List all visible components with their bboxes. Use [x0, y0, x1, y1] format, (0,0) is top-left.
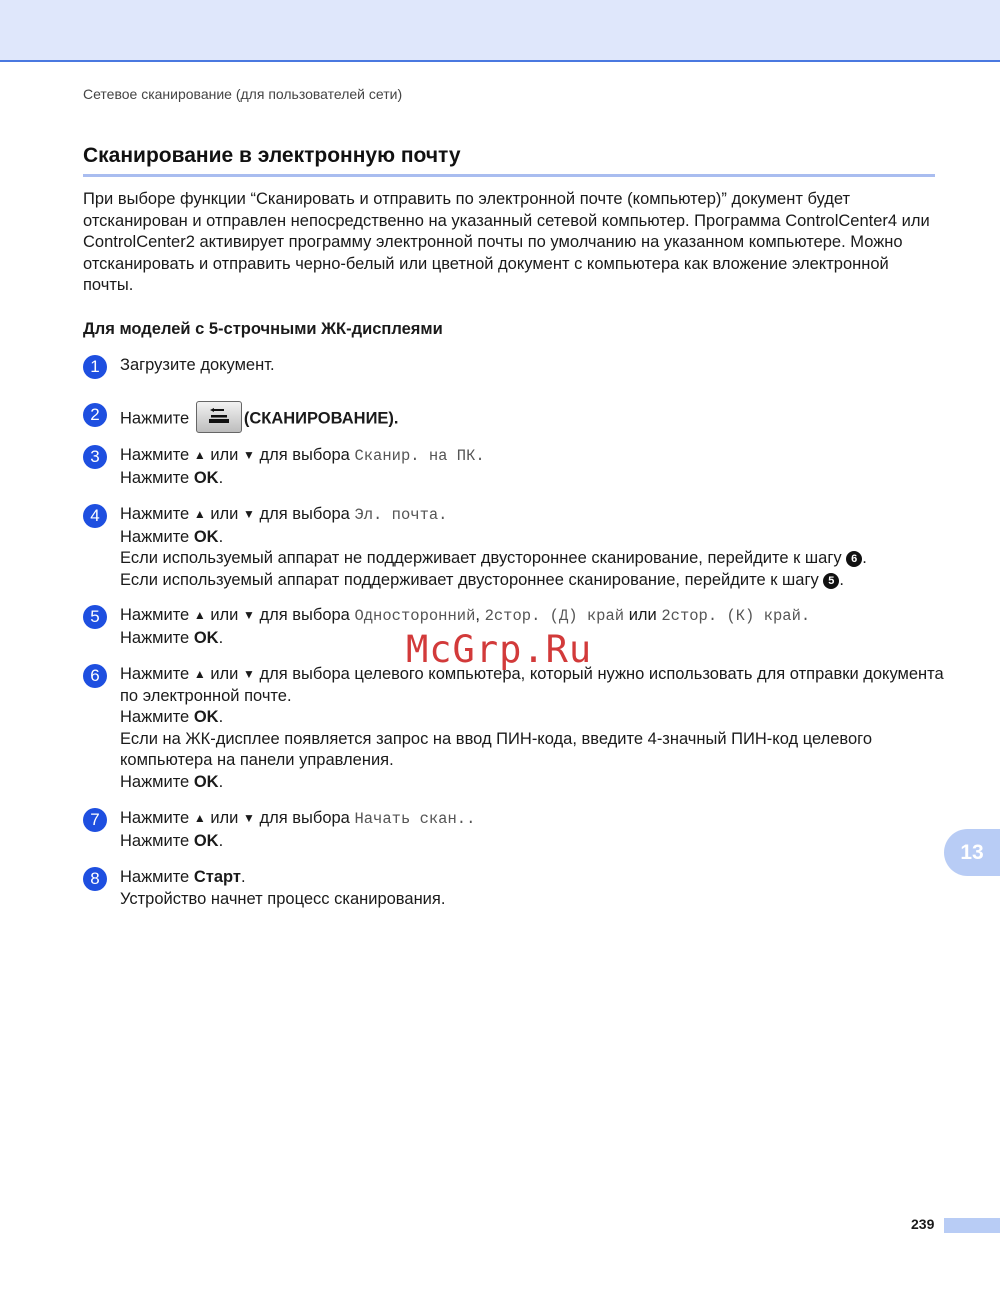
lcd-option: Эл. почта.: [354, 506, 448, 524]
step-ref-badge: 6: [846, 551, 862, 567]
step-2: [83, 403, 953, 435]
or-text: или: [628, 606, 657, 624]
step-text: для выбора целевого компьютера, который нужно использовать для отправки документа по электронной почте.: [120, 665, 944, 705]
step-7: [83, 808, 953, 852]
or-text: или: [210, 446, 239, 464]
step-number: 8: [83, 867, 107, 891]
or-text: или: [210, 665, 239, 683]
step-number: 1: [83, 355, 107, 379]
lcd-option: 2стор. (Д) край: [484, 607, 625, 625]
note-text: Если используемый аппарат поддерживает двустороннее сканирование, перейдите к шагу: [120, 570, 819, 589]
ok-key: OK: [193, 831, 219, 850]
period: .: [218, 468, 224, 487]
period: .: [218, 831, 224, 850]
lcd-option: 2стор. (К) край.: [661, 607, 811, 625]
period: .: [218, 772, 224, 791]
press-text: Нажмите: [120, 831, 190, 850]
press-text: Нажмите: [120, 708, 190, 726]
step-3: [83, 445, 953, 489]
period: .: [218, 628, 224, 647]
press-text: Нажмите: [120, 809, 190, 827]
note-text: Если используемый аппарат не поддерживает двустороннее сканирование, перейдите к шагу: [120, 549, 842, 567]
step-number: 2: [83, 403, 107, 427]
up-arrow-icon: ▲: [193, 667, 206, 681]
or-text: или: [210, 606, 239, 624]
press-text: Нажмите: [120, 606, 190, 624]
subheading: Для моделей с 5-строчными ЖК-дисплеями: [83, 320, 443, 338]
step-ref-badge: 5: [823, 573, 839, 589]
period: .: [240, 868, 246, 886]
select-text: для выбора: [259, 505, 350, 523]
title-rule: [83, 174, 935, 177]
press-text: Нажмите: [120, 628, 190, 647]
or-text: или: [210, 505, 239, 523]
up-arrow-icon: ▲: [193, 507, 206, 521]
scan-label: (СКАНИРОВАНИЕ).: [243, 409, 399, 428]
ok-key: OK: [193, 628, 219, 647]
press-text: Нажмите: [120, 527, 190, 546]
down-arrow-icon: ▼: [242, 667, 255, 681]
press-text: Нажмите: [120, 446, 190, 464]
step-4: [83, 504, 953, 591]
press-text: Нажмите: [120, 505, 190, 523]
watermark: McGrp.Ru: [406, 628, 593, 671]
period: .: [218, 527, 224, 546]
step-text: Загрузите документ.: [120, 356, 275, 374]
period: .: [839, 570, 844, 589]
step-number: 7: [83, 808, 107, 832]
comma: ,: [475, 606, 480, 624]
ok-key: OK: [193, 772, 219, 791]
lcd-option: Начать скан..: [354, 810, 476, 828]
step-number: 5: [83, 605, 107, 629]
up-arrow-icon: ▲: [193, 811, 206, 825]
chapter-tab: 13: [944, 829, 1000, 876]
step-text: Устройство начнет процесс сканирования.: [120, 889, 446, 908]
step-6: [83, 664, 953, 793]
top-band: [0, 0, 1000, 62]
step-number: 6: [83, 664, 107, 688]
up-arrow-icon: ▲: [193, 448, 206, 462]
down-arrow-icon: ▼: [242, 448, 255, 462]
down-arrow-icon: ▼: [242, 507, 255, 521]
step-number: 3: [83, 445, 107, 469]
intro-paragraph: При выборе функции “Сканировать и отправить по электронной почте (компьютер)” документ будет отсканирован и отправлен непосредственно на указанный сетевой компьютер. Программа ControlCenter4 или ControlCenter2 активирует программу электронной почты по умолчанию на указанном компьютере. Можно отсканировать и отправить черно-белый или цветной документ с компьютера как вложение электронной почты.: [83, 190, 930, 294]
step-8: [83, 867, 953, 910]
select-text: для выбора: [259, 809, 350, 827]
select-text: для выбора: [259, 606, 350, 624]
press-text: Нажмите: [120, 665, 190, 683]
period: .: [862, 549, 867, 567]
scan-key-icon: [196, 401, 242, 433]
section-title: Сканирование в электронную почту: [83, 144, 461, 167]
period: .: [218, 708, 224, 726]
step-1: [83, 355, 953, 377]
running-head: Сетевое сканирование (для пользователей сети): [83, 86, 403, 102]
press-text: Нажмите: [120, 772, 190, 791]
ok-key: OK: [193, 708, 219, 726]
down-arrow-icon: ▼: [242, 608, 255, 622]
note-text: Если на ЖК-дисплее появляется запрос на ввод ПИН-кода, введите 4-значный ПИН-код целевого компьютера на панели управления.: [120, 729, 873, 769]
press-text: Нажмите: [120, 868, 190, 886]
lcd-option: Сканир. на ПК.: [354, 447, 485, 465]
page-bar: [944, 1218, 1000, 1233]
down-arrow-icon: ▼: [242, 811, 255, 825]
start-key: Старт: [193, 868, 241, 886]
press-text: Нажмите: [120, 409, 190, 428]
up-arrow-icon: ▲: [193, 608, 206, 622]
lcd-option: Односторонний: [354, 607, 476, 625]
press-text: Нажмите: [120, 468, 190, 487]
ok-key: OK: [193, 527, 219, 546]
step-number: 4: [83, 504, 107, 528]
select-text: для выбора: [259, 446, 350, 464]
page-number: 239: [911, 1216, 935, 1232]
or-text: или: [210, 809, 239, 827]
ok-key: OK: [193, 468, 219, 487]
